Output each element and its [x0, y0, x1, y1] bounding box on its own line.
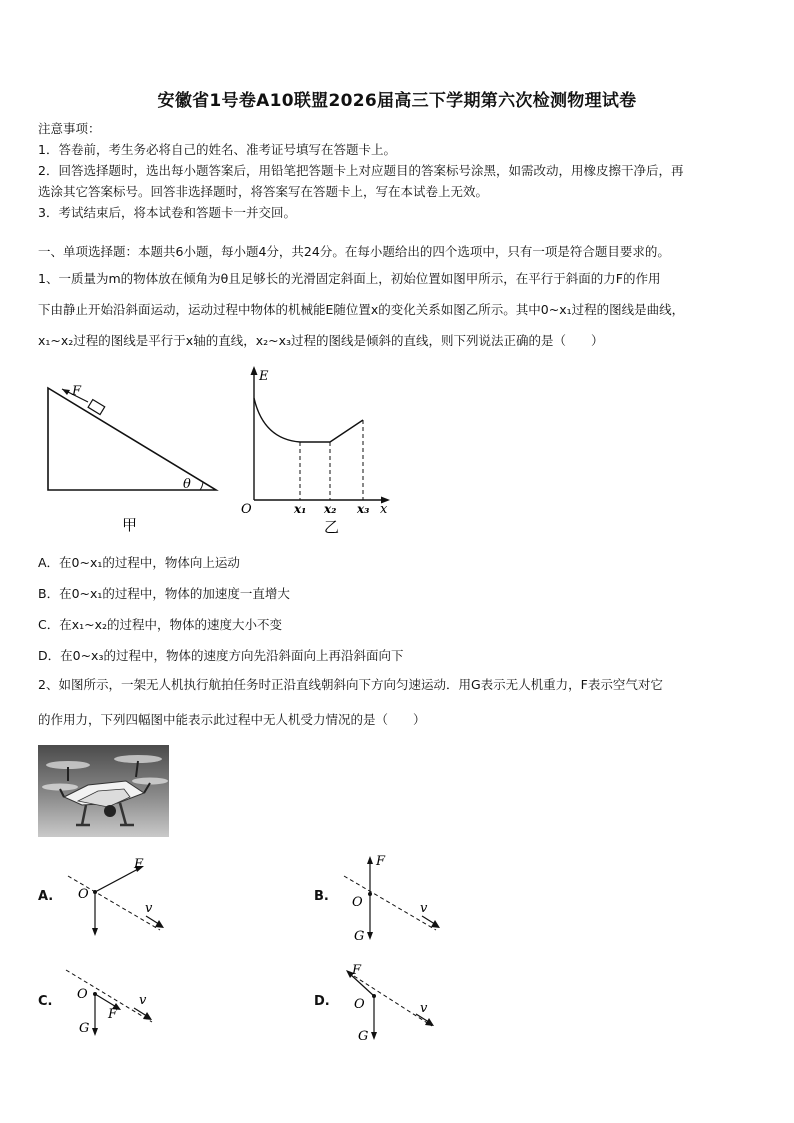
- force-label: F: [72, 384, 82, 399]
- choice-b-diagram: [340, 852, 450, 944]
- g-label: G: [79, 1021, 90, 1036]
- incline-figure: [40, 372, 225, 538]
- choice-d-label: D.: [314, 994, 330, 1009]
- q1-option-c: C．在x₁~x₂的过程中，物体的速度大小不变: [38, 617, 283, 632]
- incline-triangle: [48, 388, 216, 490]
- e-x-graph: [232, 362, 402, 538]
- o-label: O: [354, 997, 365, 1012]
- choice-a-label: A.: [38, 889, 54, 904]
- v-label: v: [420, 1001, 428, 1016]
- q1-option-a: A．在0~x₁的过程中，物体向上运动: [38, 555, 240, 570]
- f-label: F: [134, 857, 144, 872]
- choice-c-label: C.: [38, 994, 53, 1009]
- q1-option-d: D．在0~x₃的过程中，物体的速度方向先沿斜面向上再沿斜面向下: [38, 648, 404, 663]
- notice-item: 选涂其它答案标号。回答非选择题时，将答案写在答题卡上，写在本试卷上无效。: [38, 184, 489, 199]
- f-label: F: [376, 854, 386, 869]
- e-curve: [254, 398, 363, 442]
- q1-line-1: 1、一质量为m的物体放在倾角为θ且足够长的光滑固定斜面上，初始位置如图甲所示，在平行于斜面的力F的作用: [38, 271, 661, 286]
- e-axis-label: E: [259, 369, 269, 384]
- g-label: G: [354, 929, 365, 944]
- choice-b-label: B.: [314, 889, 329, 904]
- x-axis-label: x: [380, 502, 388, 517]
- o-label: O: [352, 895, 363, 910]
- notice-item: 2．回答选择题时，选出每小题答案后，用铅笔把答题卡上对应题目的答案标号涂黑，如需改动，用橡皮擦干净后，再: [38, 163, 684, 178]
- notice-heading: 注意事项：: [38, 121, 101, 136]
- page-title: 安徽省1号卷A10联盟2026届高三下学期第六次检测物理试卷: [157, 91, 637, 111]
- f-label: F: [108, 1007, 118, 1022]
- q1-option-b: B．在0~x₁的过程中，物体的加速度一直增大: [38, 586, 290, 601]
- caption-jia: 甲: [122, 516, 138, 534]
- notice-item: 1．答卷前，考生务必将自己的姓名、准考证号填写在答题卡上。: [38, 142, 396, 157]
- angle-arc: [200, 482, 203, 490]
- q1-line-3: x₁~x₂过程的图线是平行于x轴的直线，x₂~x₃过程的图线是倾斜的直线，则下列说法正确的是（ ）: [38, 333, 604, 348]
- choice-d-diagram: [340, 956, 450, 1048]
- v-label: v: [139, 993, 147, 1008]
- q2-line-1: 2、如图所示，一架无人机执行航拍任务时正沿直线朝斜向下方向匀速运动．用G表示无人机重力，F表示空气对它: [38, 677, 663, 692]
- g-label: G: [358, 1029, 369, 1044]
- o-label: O: [77, 987, 88, 1002]
- tick-x2: x₂: [324, 502, 337, 516]
- block: [88, 400, 105, 415]
- tick-x1: x₁: [294, 502, 307, 516]
- o-label: O: [78, 887, 89, 902]
- origin-label: O: [241, 502, 252, 517]
- v-label: v: [145, 901, 153, 916]
- caption-yi: 乙: [324, 518, 340, 536]
- notice-item: 3．考试结束后，将本试卷和答题卡一并交回。: [38, 205, 296, 220]
- v-label: v: [420, 901, 428, 916]
- q2-line-2: 的作用力，下列四幅图中能表示此过程中无人机受力情况的是（ ）: [38, 712, 426, 727]
- choice-a-diagram: [62, 852, 172, 940]
- q1-line-2: 下由静止开始沿斜面运动，运动过程中物体的机械能E随位置x的变化关系如图乙所示。其中0~x₁过程的图线是曲线，: [38, 302, 685, 317]
- choice-c-diagram: [62, 962, 172, 1046]
- theta-label: θ: [183, 477, 191, 492]
- f-label: F: [352, 963, 362, 978]
- tick-x3: x₃: [357, 502, 370, 516]
- section-heading: 一、单项选择题：本题共6小题，每小题4分，共24分。在每小题给出的四个选项中，只有一项是符合题目要求的。: [38, 244, 670, 259]
- drone-photo: [38, 745, 169, 837]
